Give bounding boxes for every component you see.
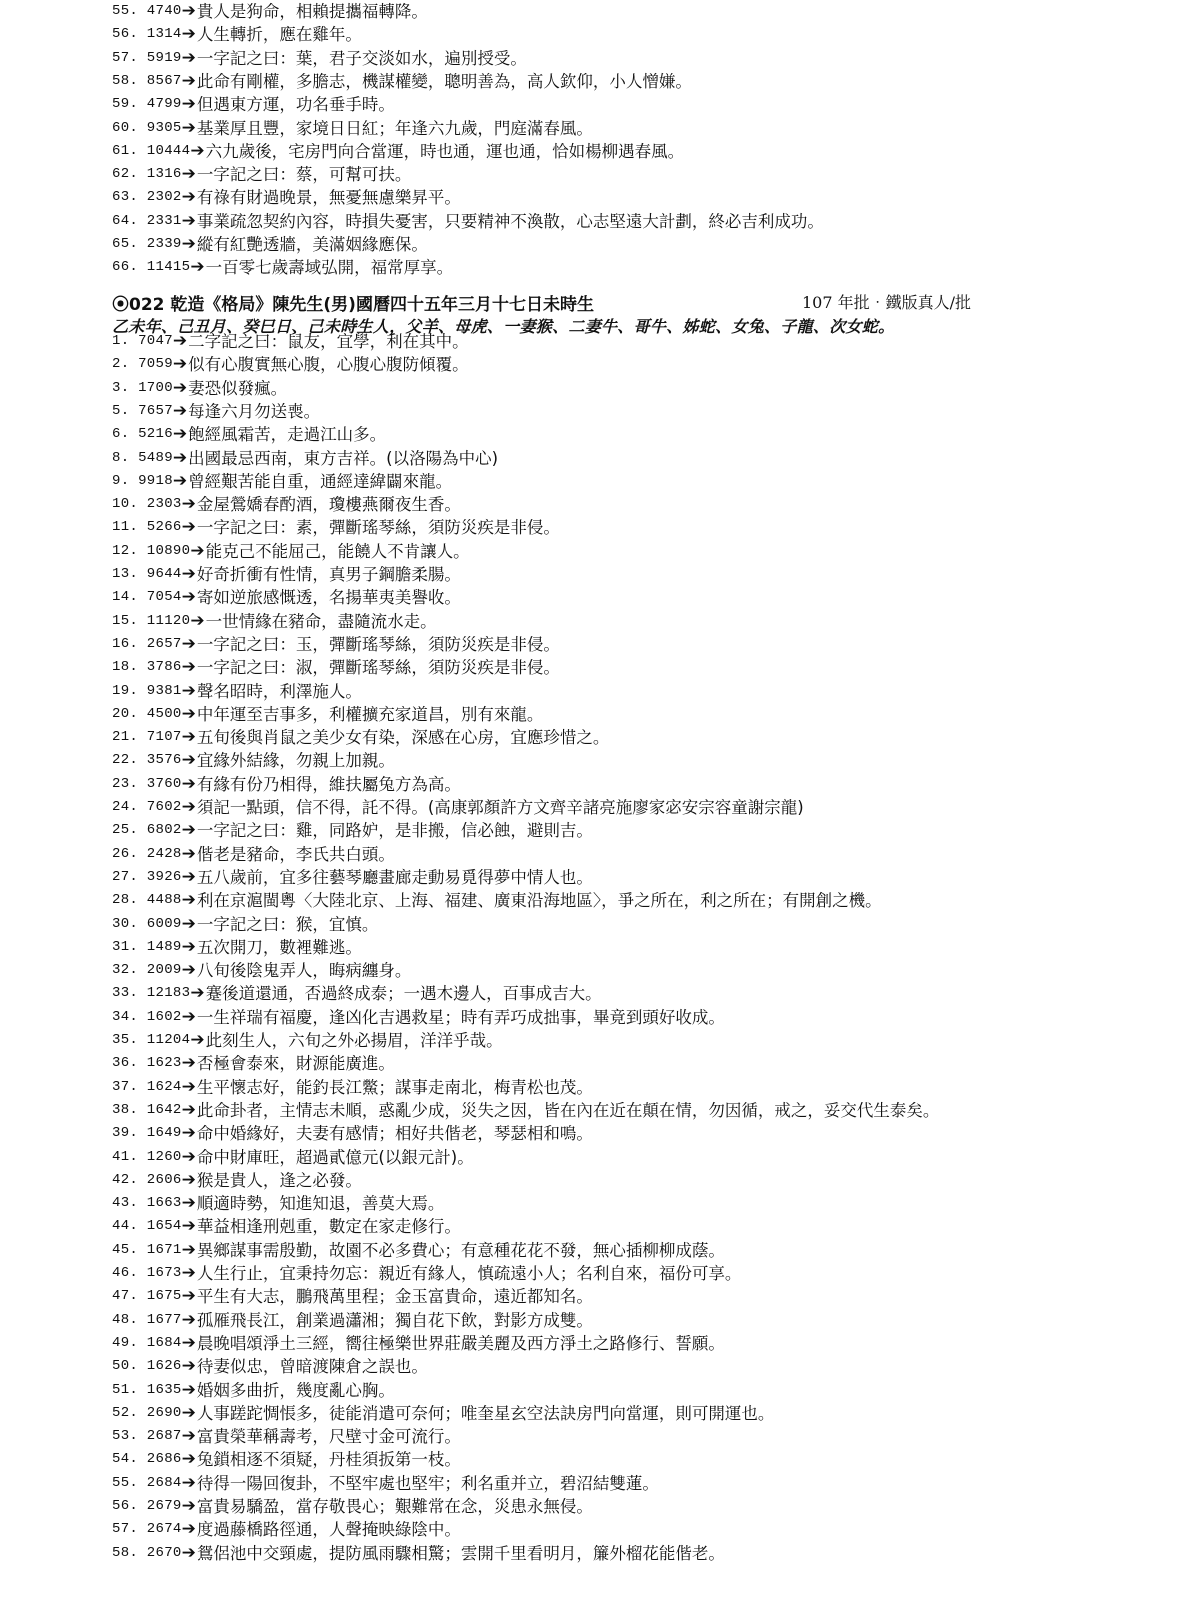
arrow-icon: ➔ <box>181 1286 196 1307</box>
list-item <box>112 1425 1172 1449</box>
case-annotation: 107 年批‧鐵版真人/批 <box>802 293 972 312</box>
entry-number: 56. 1314 <box>112 26 182 43</box>
entry-number: 6. 5216 <box>112 426 173 443</box>
list-item <box>112 843 1172 867</box>
entry-number: 30. 6009 <box>112 915 182 932</box>
entry-number: 36. 1623 <box>112 1055 182 1072</box>
list-item <box>112 1355 1172 1379</box>
arrow-icon: ➔ <box>181 1426 196 1447</box>
entry-number: 64. 2331 <box>112 212 182 229</box>
entry-text: 一字記之曰：葉，君子交淡如水，遍別授受。 <box>196 48 527 68</box>
entry-text: 猴是貴人，逢之必發。 <box>196 1170 362 1190</box>
list-item <box>112 726 1172 750</box>
arrow-icon: ➔ <box>181 936 196 957</box>
entry-text: 平生有大志，鵬飛萬里程；金玉富貴命，遠近都知名。 <box>196 1287 593 1307</box>
arrow-icon: ➔ <box>190 610 205 631</box>
birth-info: 乙未年、己丑月、癸巳日、己未時生人，父羊、母虎、一妻猴、二妻牛、哥牛、姊蛇、女兔、子龍、次女蛇。 <box>112 317 895 336</box>
entry-number: 32. 2009 <box>112 962 182 979</box>
arrow-icon: ➔ <box>181 1146 196 1167</box>
entry-text: 孤雁飛長江，創業過瀟湘；獨自花下飲，對影方成雙。 <box>196 1310 593 1330</box>
entry-text: 一世情緣在豬命，盡隨流水走。 <box>205 611 437 631</box>
entry-text: 生平懷志好，能釣長江鱉；謀事走南北，梅青松也茂。 <box>196 1077 593 1097</box>
arrow-icon: ➔ <box>181 94 196 115</box>
list-item <box>112 563 1172 587</box>
entry-number: 51. 1635 <box>112 1381 182 1398</box>
arrow-icon: ➔ <box>172 447 188 468</box>
entry-text: 妻恐似發瘋。 <box>188 378 288 398</box>
list-item <box>112 353 1172 377</box>
list-item <box>112 680 1172 704</box>
arrow-icon: ➔ <box>181 1402 196 1423</box>
entry-text: 事業疏忽契約內容，時損失憂害，只要精神不渙散，心志堅遠大計劃，終必吉利成功。 <box>196 211 824 231</box>
list-item <box>112 1379 1172 1403</box>
entry-number: 54. 2686 <box>112 1451 182 1468</box>
entry-text: 異鄉謀事需殷勤，故園不必多費心；有意種花花不發，無心插柳柳成蔭。 <box>196 1240 725 1260</box>
entry-number: 33. 12183 <box>112 985 191 1002</box>
arrow-icon: ➔ <box>181 1 196 21</box>
entry-text: 似有心腹實無心腹，心腹心腹防傾覆。 <box>188 355 469 375</box>
entry-text: 人生行止，宜秉持勿忘：親近有緣人，慎疏遠小人；名利自來，福份可享。 <box>196 1264 742 1283</box>
arrow-icon: ➔ <box>181 1006 196 1027</box>
entry-number: 28. 4488 <box>112 892 182 909</box>
entry-text: 否極會泰來，財源能廣進。 <box>196 1054 395 1074</box>
entry-text: 偕老是豬命，李氏共白頭。 <box>196 844 395 864</box>
entry-number: 8. 5489 <box>112 449 173 466</box>
entry-text: 一生祥瑞有福慶，逢凶化吉遇救星；時有弄巧成拙事，畢竟到頭好收成。 <box>196 1007 725 1027</box>
entry-text: 一字記之曰：淑，彈斷瑤琴絲，須防災疾是非侵。 <box>196 658 560 678</box>
list-item <box>112 186 1172 210</box>
arrow-icon: ➔ <box>181 187 196 208</box>
entry-text: 此命有剛權，多膽志，機謀權變，聰明善為，高人欽仰，小人憎嫌。 <box>196 71 692 91</box>
arrow-icon: ➔ <box>181 1076 196 1097</box>
entry-text: 一字記之曰：素，彈斷瑤琴絲，須防災疾是非侵。 <box>196 518 560 538</box>
arrow-icon: ➔ <box>181 587 196 608</box>
arrow-icon: ➔ <box>181 1309 196 1330</box>
list-item <box>112 610 1172 634</box>
list-item <box>112 447 1172 471</box>
entry-text: 六九歲後，宅房門向合當運，時也通，運也通，恰如楊柳遇春風。 <box>205 141 685 161</box>
list-item <box>112 423 1172 447</box>
entry-number: 37. 1624 <box>112 1078 182 1095</box>
arrow-icon: ➔ <box>181 70 196 91</box>
list-item <box>112 1146 1172 1170</box>
entry-number: 59. 4799 <box>112 96 182 113</box>
list-item <box>112 1076 1172 1100</box>
entry-number: 22. 3576 <box>112 752 182 769</box>
entry-text: 順適時勢，知進知退，善莫大焉。 <box>196 1194 445 1214</box>
entry-text: 婚姻多曲折，幾度亂心胸。 <box>196 1380 395 1400</box>
arrow-icon: ➔ <box>181 1496 196 1516</box>
arrow-icon: ➔ <box>181 1216 196 1237</box>
list-item <box>112 1518 1172 1542</box>
entry-text: 須記一點頭，信不得，託不得。(高康郭顏許方文齊辛諸亮施廖家宓安宗容童謝宗龍) <box>196 798 804 817</box>
entry-text: 五旬後與肖鼠之美少女有染，深感在心房，宜應珍惜之。 <box>196 728 610 748</box>
entry-text: 聲名昭時，利澤施人。 <box>196 681 362 701</box>
list-item <box>112 540 1172 564</box>
entry-number: 55. 2684 <box>112 1474 182 1491</box>
arrow-icon: ➔ <box>181 1169 196 1190</box>
case-title-text: ⦿022 乾造《格局》陳先生(男)國曆四十五年三月十七日未時生 <box>112 295 594 315</box>
list-item <box>112 703 1172 727</box>
entry-text: 鴛侶池中交頸處，提防風雨驟相驚；雲開千里看明月，簾外榴花能偕老。 <box>196 1543 725 1563</box>
entry-number: 19. 9381 <box>112 682 182 699</box>
entry-text: 一百零七歲壽域弘開，福常厚享。 <box>205 258 454 278</box>
list-item <box>112 1169 1172 1193</box>
arrow-icon: ➔ <box>181 1542 196 1563</box>
entry-number: 26. 2428 <box>112 845 182 862</box>
entry-text: 五八歲前，宜多往藝琴廳畫廊走動易覓得夢中情人也。 <box>196 867 593 887</box>
entry-text: 中年運至吉事多，利權擴充家道昌，別有來龍。 <box>196 704 544 724</box>
entry-text: 命中財庫旺，超過貳億元(以銀元計)。 <box>196 1147 474 1167</box>
entry-text: 一字記之曰：猴，宜慎。 <box>196 914 379 934</box>
entry-text: 蹇後道還通，否過終成泰；一遇木邊人，百事成吉大。 <box>205 984 602 1004</box>
list-item <box>112 1542 1172 1566</box>
entry-number: 46. 1673 <box>112 1265 182 1281</box>
list-item <box>112 1192 1172 1216</box>
arrow-icon: ➔ <box>181 494 196 515</box>
list-item <box>112 210 1172 234</box>
arrow-icon: ➔ <box>190 257 205 278</box>
entry-number: 52. 2690 <box>112 1404 182 1421</box>
arrow-icon: ➔ <box>190 1030 205 1050</box>
entry-text: 八旬後陰鬼弄人，晦病纏身。 <box>196 961 412 981</box>
entry-number: 49. 1684 <box>112 1334 182 1351</box>
entry-number: 21. 7107 <box>112 729 182 746</box>
entry-text: 飽經風霜苦，走過江山多。 <box>188 425 387 445</box>
entry-text: 華益相逢刑剋重，數定在家走修行。 <box>196 1217 461 1237</box>
arrow-icon: ➔ <box>181 234 196 254</box>
entry-text: 一字記之曰：玉，彈斷瑤琴絲，須防災疾是非侵。 <box>196 634 560 654</box>
list-item <box>112 330 1172 354</box>
list-item <box>112 93 1172 117</box>
entry-text: 此命卦者，主情志未順，惑亂少成，災失之因，皆在內在近在顛在情，勿因循，戒之，妥交代生泰矣。 <box>196 1100 940 1120</box>
entry-text: 利在京滬閩粵〈大陸北京、上海、福建、廣東沿海地區〉，爭之所在，利之所在；有開創之機。 <box>196 891 882 911</box>
arrow-icon: ➔ <box>190 983 205 1004</box>
arrow-icon: ➔ <box>172 470 188 491</box>
list-item <box>112 0 1172 24</box>
entry-number: 65. 2339 <box>112 236 182 252</box>
entry-number: 50. 1626 <box>112 1358 182 1375</box>
list-item <box>112 1262 1172 1286</box>
entry-number: 42. 2606 <box>112 1171 182 1188</box>
entry-text: 一字記之曰：雞，同路妒，是非搬，信必蝕，避則吉。 <box>196 821 593 841</box>
entry-text: 有祿有財過晚景，無憂無慮樂昇平。 <box>196 188 461 208</box>
entry-number: 43. 1663 <box>112 1195 182 1212</box>
list-item <box>112 633 1172 657</box>
entry-text: 好奇折衝有性情，真男子鋼膽柔腸。 <box>196 565 461 584</box>
list-item <box>112 23 1172 47</box>
list-item <box>112 233 1172 257</box>
entry-text: 每逢六月勿送喪。 <box>188 401 321 421</box>
list-item <box>112 70 1172 94</box>
arrow-icon: ➔ <box>181 843 196 864</box>
arrow-icon: ➔ <box>181 750 196 771</box>
arrow-icon: ➔ <box>190 140 205 161</box>
arrow-icon: ➔ <box>181 1472 196 1493</box>
entry-number: 66. 11415 <box>112 259 191 276</box>
list-item <box>112 1495 1172 1519</box>
entry-number: 1. 7047 <box>112 333 173 349</box>
arrow-icon: ➔ <box>172 331 188 351</box>
list-item <box>112 1099 1172 1123</box>
list-item <box>112 163 1172 187</box>
case-title <box>112 290 1172 314</box>
arrow-icon: ➔ <box>181 47 196 68</box>
arrow-icon: ➔ <box>181 1123 196 1144</box>
entry-number: 34. 1602 <box>112 1008 182 1025</box>
list-item <box>112 256 1172 280</box>
entry-number: 41. 1260 <box>112 1148 182 1165</box>
entry-number: 53. 2687 <box>112 1428 182 1445</box>
arrow-icon: ➔ <box>181 727 196 748</box>
arrow-icon: ➔ <box>181 164 196 185</box>
entry-number: 23. 3760 <box>112 775 182 792</box>
arrow-icon: ➔ <box>181 633 196 654</box>
entry-text: 五次開刀，數裡難逃。 <box>196 937 362 957</box>
entry-number: 58. 2670 <box>112 1544 182 1561</box>
entry-number: 24. 7602 <box>112 799 182 815</box>
entry-number: 16. 2657 <box>112 635 182 652</box>
arrow-icon: ➔ <box>181 517 196 538</box>
list-item <box>112 1006 1172 1030</box>
entry-text: 度過藤橋路徑通，人聲掩映綠陰中。 <box>196 1520 461 1540</box>
list-item <box>112 913 1172 937</box>
entry-text: 此刻生人，六旬之外必揚眉，洋洋乎哉。 <box>205 1031 503 1050</box>
arrow-icon: ➔ <box>181 797 196 817</box>
list-item <box>112 1472 1172 1496</box>
entry-text: 兔鎖相逐不須疑，丹桂須扳第一枝。 <box>196 1450 461 1470</box>
entry-number: 13. 9644 <box>112 566 182 582</box>
arrow-icon: ➔ <box>181 1356 196 1377</box>
arrow-icon: ➔ <box>181 820 196 841</box>
arrow-icon: ➔ <box>181 1099 196 1120</box>
arrow-icon: ➔ <box>181 1379 196 1400</box>
entry-text: 二字記之曰：鼠友，宜學，利在其中。 <box>188 332 469 351</box>
arrow-icon: ➔ <box>181 564 196 584</box>
list-item <box>112 493 1172 517</box>
entry-number: 47. 1675 <box>112 1288 182 1305</box>
arrow-icon: ➔ <box>181 210 196 231</box>
list-item <box>112 1285 1172 1309</box>
list-item <box>112 47 1172 71</box>
entry-text: 有緣有份乃相得，維扶屬兔方為高。 <box>196 774 461 794</box>
entry-text: 一字記之曰：蔡，可幫可扶。 <box>196 165 412 185</box>
arrow-icon: ➔ <box>172 377 188 398</box>
list-item <box>112 1402 1172 1426</box>
entry-text: 縱有紅艷透牆，美滿姻緣應保。 <box>196 235 428 254</box>
arrow-icon: ➔ <box>181 1239 196 1260</box>
entry-number: 20. 4500 <box>112 705 182 722</box>
arrow-icon: ➔ <box>172 354 188 375</box>
list-item <box>112 866 1172 890</box>
list-item <box>112 959 1172 983</box>
entry-number: 63. 2302 <box>112 189 182 206</box>
entry-number: 5. 7657 <box>112 402 173 419</box>
entry-text: 基業厚且豐，家境日日紅；年逢六九歲，門庭滿春風。 <box>196 118 593 138</box>
list-item <box>112 1052 1172 1076</box>
list-item <box>112 470 1172 494</box>
arrow-icon: ➔ <box>181 1332 196 1353</box>
arrow-icon: ➔ <box>172 424 188 445</box>
list-item <box>112 749 1172 773</box>
entry-text: 能克己不能屈己，能饒人不肯讓人。 <box>205 541 470 561</box>
arrow-icon: ➔ <box>181 890 196 911</box>
entry-text: 曾經艱苦能自重，通經達緯闢來龍。 <box>188 471 453 491</box>
entry-number: 57. 5919 <box>112 49 182 66</box>
list-item <box>112 586 1172 610</box>
list-item <box>112 1029 1172 1053</box>
entry-number: 61. 10444 <box>112 142 191 159</box>
entry-number: 39. 1649 <box>112 1125 182 1142</box>
entry-number: 9. 9918 <box>112 472 173 489</box>
arrow-icon: ➔ <box>190 540 205 561</box>
entry-number: 48. 1677 <box>112 1311 182 1328</box>
arrow-icon: ➔ <box>181 680 196 701</box>
arrow-icon: ➔ <box>181 1449 196 1470</box>
entry-number: 45. 1671 <box>112 1241 182 1258</box>
entry-text: 晨晚唱頌淨土三經，嚮往極樂世界莊嚴美麗及西方淨土之路修行、誓願。 <box>196 1333 725 1353</box>
list-item <box>112 819 1172 843</box>
list-item <box>112 656 1172 680</box>
entry-number: 15. 11120 <box>112 612 191 629</box>
entry-number: 11. 5266 <box>112 519 182 536</box>
entry-number: 57. 2674 <box>112 1521 182 1538</box>
entry-text: 宜緣外結緣，勿親上加親。 <box>196 751 395 771</box>
list-item <box>112 140 1172 164</box>
entry-number: 58. 8567 <box>112 72 182 89</box>
entry-text: 命中婚緣好，夫妻有感情；相好共偕老，琴瑟相和鳴。 <box>196 1124 593 1144</box>
list-item <box>112 1448 1172 1472</box>
entry-number: 12. 10890 <box>112 542 191 559</box>
entry-number: 62. 1316 <box>112 166 182 183</box>
entry-number: 2. 7059 <box>112 356 173 373</box>
entry-text: 待得一陽回復卦，不堅牢處也堅牢；利名重并立，碧沼結雙蓮。 <box>196 1473 659 1493</box>
list-item <box>112 982 1172 1006</box>
entry-number: 44. 1654 <box>112 1218 182 1235</box>
entry-text: 金屋鶯嬌春酌酒，瓊樓燕爾夜生香。 <box>196 495 461 515</box>
list-item <box>112 1122 1172 1146</box>
arrow-icon: ➔ <box>181 703 196 724</box>
entry-text: 但遇東方運，功名垂手時。 <box>196 95 395 115</box>
entry-text: 富貴榮華稱壽考，尺壁寸金可流行。 <box>196 1427 461 1447</box>
list-item <box>112 773 1172 797</box>
arrow-icon: ➔ <box>181 24 196 45</box>
list-item <box>112 796 1172 820</box>
arrow-icon: ➔ <box>181 657 196 678</box>
entry-number: 18. 3786 <box>112 659 182 676</box>
entry-text: 寄如逆旅感慨透，名揚華夷美譽收。 <box>196 588 461 608</box>
list-item <box>112 516 1172 540</box>
entry-number: 14. 7054 <box>112 589 182 606</box>
arrow-icon: ➔ <box>172 400 188 421</box>
entry-number: 38. 1642 <box>112 1101 182 1118</box>
entry-number: 3. 1700 <box>112 379 173 396</box>
list-item <box>112 117 1172 141</box>
entry-text: 人事蹉跎惆悵多，徒能消遣可奈何；唯奎星玄空法訣房門向當運，則可開運也。 <box>196 1403 775 1423</box>
list-item <box>112 1309 1172 1333</box>
entry-number: 56. 2679 <box>112 1498 182 1514</box>
arrow-icon: ➔ <box>181 1519 196 1540</box>
entry-text: 貴人是狗命，相賴提攜福轉降。 <box>196 2 428 21</box>
entry-number: 60. 9305 <box>112 119 182 136</box>
entry-number: 27. 3926 <box>112 868 182 885</box>
list-item <box>112 1239 1172 1263</box>
arrow-icon: ➔ <box>181 1193 196 1214</box>
arrow-icon: ➔ <box>181 1263 196 1283</box>
list-item <box>112 1332 1172 1356</box>
entry-number: 10. 2303 <box>112 496 182 513</box>
arrow-icon: ➔ <box>181 773 196 794</box>
entry-text: 待妻似忠，曾暗渡陳倉之誤也。 <box>196 1357 428 1377</box>
arrow-icon: ➔ <box>181 866 196 887</box>
arrow-icon: ➔ <box>181 1053 196 1074</box>
list-item <box>112 936 1172 960</box>
entry-number: 31. 1489 <box>112 938 182 955</box>
entry-number: 55. 4740 <box>112 3 182 19</box>
arrow-icon: ➔ <box>181 913 196 934</box>
list-item <box>112 889 1172 913</box>
entry-text: 出國最忌西南，東方吉祥。(以洛陽為中心) <box>188 448 499 468</box>
arrow-icon: ➔ <box>181 117 196 138</box>
entry-number: 25. 6802 <box>112 822 182 839</box>
entry-text: 富貴易驕盈，當存敬畏心；艱難常在念，災患永無侵。 <box>196 1497 593 1516</box>
entry-text: 人生轉折，應在雞年。 <box>196 25 362 45</box>
arrow-icon: ➔ <box>181 960 196 981</box>
list-item <box>112 400 1172 424</box>
list-item <box>112 377 1172 401</box>
entry-number: 35. 11204 <box>112 1032 191 1048</box>
list-item <box>112 1215 1172 1239</box>
